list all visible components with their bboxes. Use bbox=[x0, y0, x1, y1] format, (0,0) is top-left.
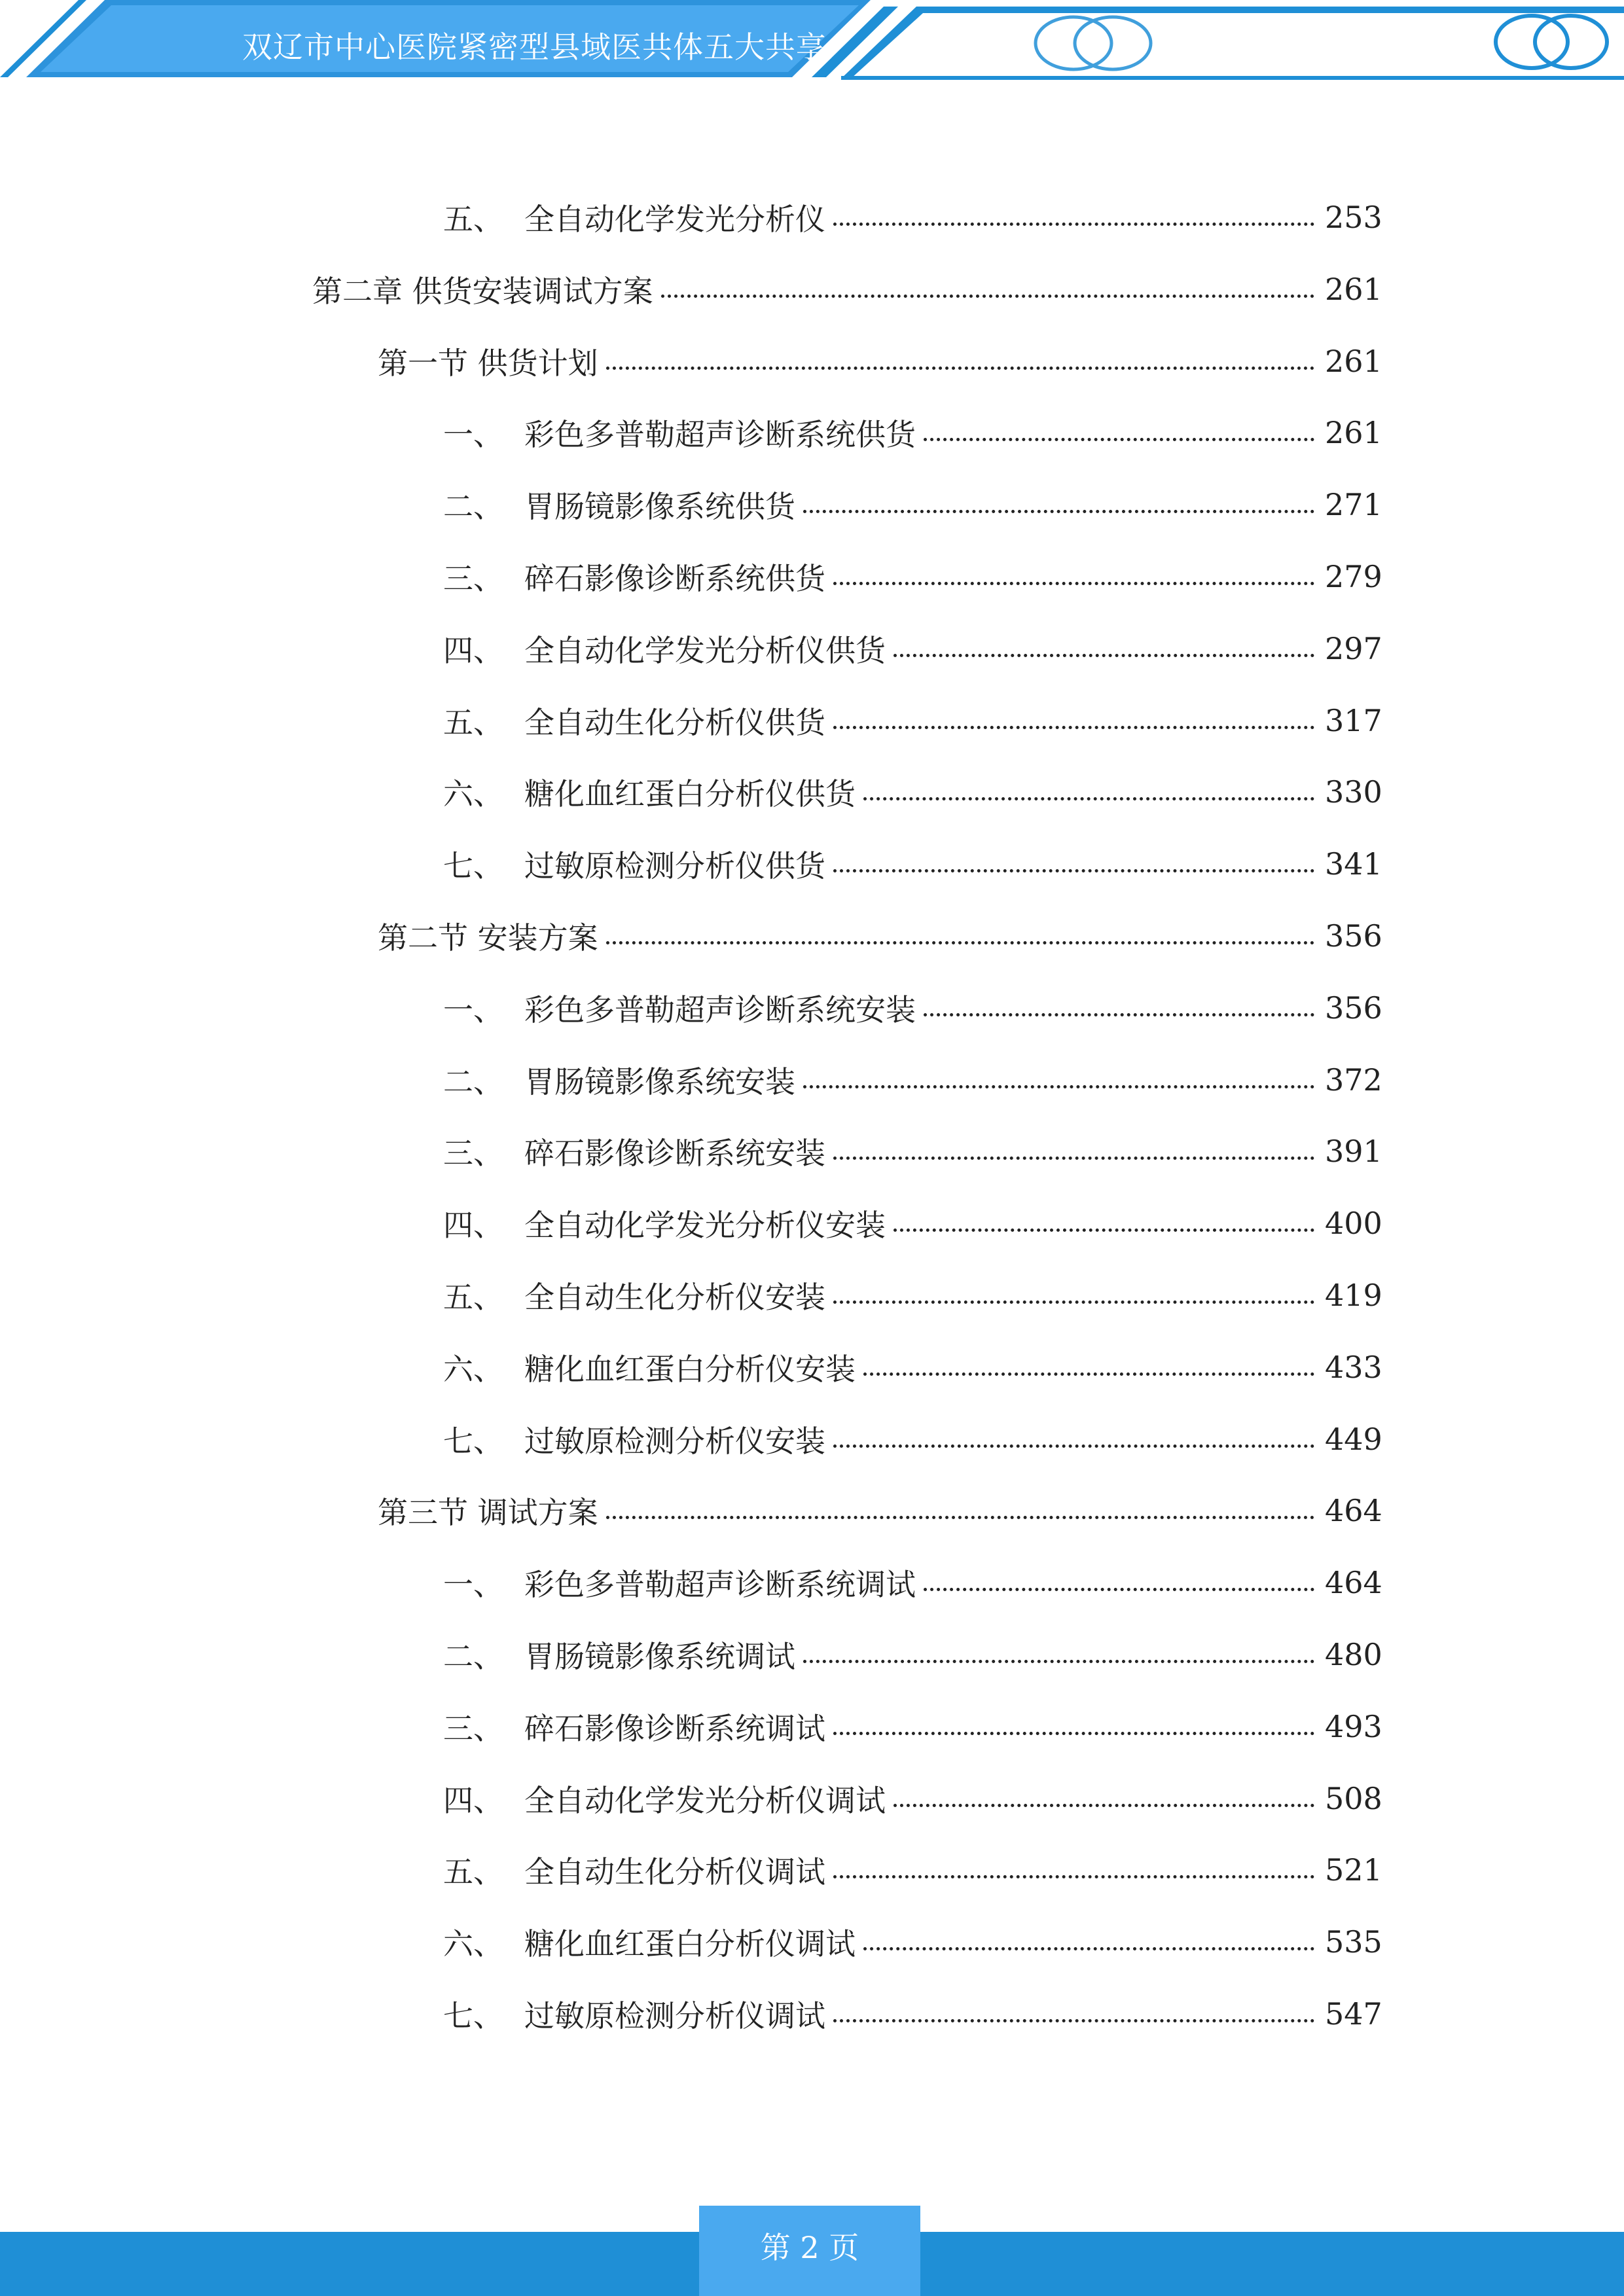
toc-entry[interactable] bbox=[443, 1128, 1382, 1174]
toc-dot-leader bbox=[833, 581, 1314, 585]
toc-entry-number: 二、 bbox=[443, 1639, 503, 1674]
toc-entry-label: 胃肠镜影像系统供货 bbox=[524, 489, 795, 524]
toc-entry[interactable] bbox=[443, 1200, 1382, 1246]
toc-entry[interactable] bbox=[443, 769, 1382, 815]
toc-entry-number: 四、 bbox=[443, 633, 503, 668]
toc-entry-label: 糖化血红蛋白分析仪调试 bbox=[524, 1926, 856, 1962]
toc-entry-page: 356 bbox=[1325, 918, 1382, 954]
toc-dot-leader bbox=[606, 940, 1314, 944]
toc-entry-label: 彩色多普勒超声诊断系统安装 bbox=[524, 992, 916, 1028]
toc-entry-label: 彩色多普勒超声诊断系统供货 bbox=[524, 417, 916, 452]
header-title: 双辽市中心医院紧密型县域医共体五大共享 bbox=[242, 29, 827, 65]
toc-entry-number: 四、 bbox=[443, 1208, 503, 1243]
toc-entry[interactable] bbox=[443, 1776, 1382, 1821]
toc-entry-number: 七、 bbox=[443, 1424, 503, 1459]
toc-entry-label: 全自动生化分析仪调试 bbox=[524, 1854, 825, 1890]
toc-entry[interactable] bbox=[443, 1560, 1382, 1605]
toc-dot-leader bbox=[893, 653, 1314, 657]
toc-entry-number: 一、 bbox=[443, 992, 503, 1028]
toc-entry-page: 419 bbox=[1325, 1278, 1382, 1313]
toc-entry-label: 全自动化学发光分析仪供货 bbox=[524, 633, 886, 668]
toc-entry-label: 过敏原检测分析仪供货 bbox=[524, 848, 825, 884]
toc-entry[interactable] bbox=[443, 1704, 1382, 1749]
toc-entry[interactable] bbox=[443, 1632, 1382, 1677]
toc-entry-label: 第二节 安装方案 bbox=[378, 920, 598, 956]
toc-dot-leader bbox=[833, 1299, 1314, 1304]
toc-entry-label: 糖化血红蛋白分析仪安装 bbox=[524, 1352, 856, 1387]
toc-dot-leader bbox=[893, 1803, 1314, 1807]
toc-entry-page: 535 bbox=[1325, 1924, 1382, 1960]
toc-entry-label: 第一节 供货计划 bbox=[378, 346, 598, 381]
toc-entry-page: 493 bbox=[1325, 1709, 1382, 1744]
page-number: 第 2 页 bbox=[760, 2230, 859, 2265]
toc-dot-leader bbox=[924, 1012, 1314, 1016]
toc-dot-leader bbox=[833, 2018, 1314, 2022]
toc-entry-label: 过敏原检测分析仪调试 bbox=[524, 1998, 825, 2034]
toc-entry[interactable] bbox=[443, 1344, 1382, 1390]
toc-entry-number: 四、 bbox=[443, 1783, 503, 1818]
toc-entry-page: 356 bbox=[1325, 990, 1382, 1026]
toc-entry-page: 449 bbox=[1325, 1422, 1382, 1457]
toc-entry-page: 261 bbox=[1325, 272, 1382, 307]
toc-entry-number: 一、 bbox=[443, 417, 503, 452]
toc-entry-page: 372 bbox=[1325, 1062, 1382, 1098]
toc-dot-leader bbox=[803, 1084, 1314, 1088]
toc-entry[interactable] bbox=[378, 1488, 1382, 1534]
toc-entry-page: 261 bbox=[1325, 344, 1382, 379]
toc-entry-page: 547 bbox=[1325, 1996, 1382, 2032]
toc-entry-number: 六、 bbox=[443, 1926, 503, 1962]
toc-entry-page: 508 bbox=[1325, 1781, 1382, 1816]
toc-entry-number: 二、 bbox=[443, 1064, 503, 1100]
toc-entry-page: 317 bbox=[1325, 703, 1382, 738]
toc-entry-label: 第三节 调试方案 bbox=[378, 1495, 598, 1530]
toc-entry-page: 391 bbox=[1325, 1134, 1382, 1169]
toc-entry-number: 五、 bbox=[443, 1280, 503, 1315]
toc-entry-number: 六、 bbox=[443, 1352, 503, 1387]
toc-entry-label: 全自动化学发光分析仪 bbox=[524, 202, 825, 237]
toc-dot-leader bbox=[863, 1371, 1314, 1376]
toc-dot-leader bbox=[606, 1515, 1314, 1519]
toc-entry-page: 253 bbox=[1325, 200, 1382, 235]
toc-entry[interactable] bbox=[443, 410, 1382, 456]
toc-dot-leader bbox=[833, 1731, 1314, 1735]
toc-dot-leader bbox=[863, 796, 1314, 800]
toc-entry-number: 五、 bbox=[443, 202, 503, 237]
toc-entry-label: 全自动化学发光分析仪调试 bbox=[524, 1783, 886, 1818]
toc-entry-label: 碎石影像诊断系统安装 bbox=[524, 1136, 825, 1171]
toc-entry-page: 464 bbox=[1325, 1493, 1382, 1528]
toc-dot-leader bbox=[803, 1659, 1314, 1663]
toc-entry-number: 二、 bbox=[443, 489, 503, 524]
toc-dot-leader bbox=[661, 293, 1314, 298]
toc-dot-leader bbox=[924, 1587, 1314, 1591]
toc-dot-leader bbox=[833, 868, 1314, 872]
toc-entry-number: 三、 bbox=[443, 561, 503, 596]
toc-entry-page: 480 bbox=[1325, 1637, 1382, 1672]
toc-dot-leader bbox=[606, 365, 1314, 370]
toc-entry[interactable] bbox=[443, 1991, 1382, 2037]
toc-entry-page: 261 bbox=[1325, 415, 1382, 450]
toc-dot-leader bbox=[893, 1227, 1314, 1232]
toc-entry-page: 279 bbox=[1325, 559, 1382, 594]
toc-entry-label: 碎石影像诊断系统供货 bbox=[524, 561, 825, 596]
toc-entry-label: 全自动生化分析仪供货 bbox=[524, 705, 825, 740]
toc-entry-label: 碎石影像诊断系统调试 bbox=[524, 1711, 825, 1746]
toc-entry-number: 六、 bbox=[443, 776, 503, 812]
toc-entry[interactable] bbox=[443, 1919, 1382, 1965]
toc-dot-leader bbox=[833, 1443, 1314, 1448]
toc-entry-number: 五、 bbox=[443, 705, 503, 740]
toc-entry-page: 271 bbox=[1325, 487, 1382, 522]
toc-entry[interactable] bbox=[443, 841, 1382, 887]
toc-entry[interactable] bbox=[443, 1416, 1382, 1462]
toc-entry-number: 五、 bbox=[443, 1854, 503, 1890]
toc-dot-leader bbox=[833, 725, 1314, 729]
toc-entry-label: 全自动生化分析仪安装 bbox=[524, 1280, 825, 1315]
toc-entry-label: 过敏原检测分析仪安装 bbox=[524, 1424, 825, 1459]
toc-dot-leader bbox=[833, 1155, 1314, 1160]
toc-entry[interactable] bbox=[443, 626, 1382, 672]
toc-entry[interactable] bbox=[443, 1057, 1382, 1103]
toc-entry-page: 297 bbox=[1325, 631, 1382, 666]
toc-entry[interactable] bbox=[443, 482, 1382, 528]
toc-entry-label: 彩色多普勒超声诊断系统调试 bbox=[524, 1567, 916, 1602]
toc-entry-page: 341 bbox=[1325, 846, 1382, 882]
toc-entry-page: 521 bbox=[1325, 1852, 1382, 1888]
toc-entry[interactable] bbox=[443, 1272, 1382, 1318]
toc-entry[interactable] bbox=[312, 266, 1382, 312]
toc-entry-label: 糖化血红蛋白分析仪供货 bbox=[524, 776, 856, 812]
toc-entry-label: 全自动化学发光分析仪安装 bbox=[524, 1208, 886, 1243]
toc-entry-number: 七、 bbox=[443, 848, 503, 884]
toc-dot-leader bbox=[833, 1874, 1314, 1878]
toc-dot-leader bbox=[833, 221, 1314, 226]
toc-entry-label: 第二章 供货安装调试方案 bbox=[312, 274, 653, 309]
toc-dot-leader bbox=[924, 437, 1314, 441]
toc-entry-number: 七、 bbox=[443, 1998, 503, 2034]
toc-entry-number: 三、 bbox=[443, 1136, 503, 1171]
toc-dot-leader bbox=[863, 1946, 1314, 1950]
toc-entry-page: 433 bbox=[1325, 1350, 1382, 1385]
toc-entry[interactable] bbox=[378, 338, 1382, 384]
toc-entry[interactable] bbox=[378, 913, 1382, 959]
toc-entry-label: 胃肠镜影像系统调试 bbox=[524, 1639, 795, 1674]
toc-entry-page: 464 bbox=[1325, 1565, 1382, 1600]
toc-entry-label: 胃肠镜影像系统安装 bbox=[524, 1064, 795, 1100]
toc-entry-number: 一、 bbox=[443, 1567, 503, 1602]
toc-entry[interactable] bbox=[443, 194, 1382, 240]
toc-entry[interactable] bbox=[443, 1847, 1382, 1893]
toc-entry[interactable] bbox=[443, 554, 1382, 600]
toc-entry[interactable] bbox=[443, 985, 1382, 1031]
toc-entry[interactable] bbox=[443, 698, 1382, 744]
toc-dot-leader bbox=[803, 509, 1314, 513]
toc-entry-number: 三、 bbox=[443, 1711, 503, 1746]
toc-entry-page: 400 bbox=[1325, 1206, 1382, 1241]
toc-entry-page: 330 bbox=[1325, 774, 1382, 810]
